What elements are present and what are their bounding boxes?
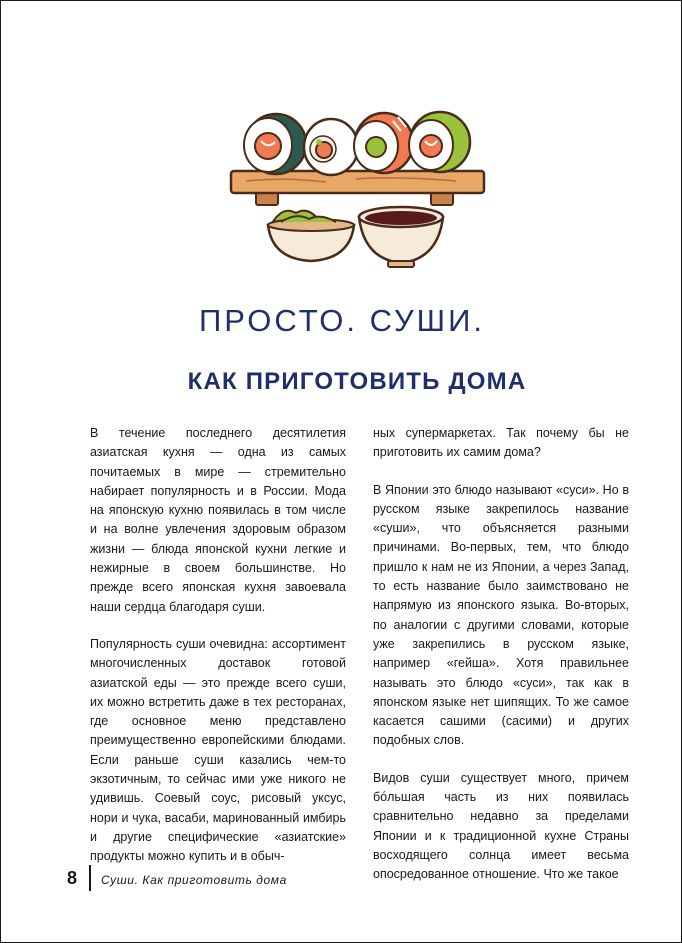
text-column-right	[373, 424, 629, 903]
paragraph: Видов суши существует много, причем бо́льшая часть из них появилась сравнительно недавно за пределами Японии и к традиционной кухне Страны восходящего солнца имеет весьма опосредованное отношение. Что же такое	[373, 770, 629, 882]
page-subtitle: КАК ПРИГОТОВИТЬ ДОМА	[187, 368, 527, 395]
paragraph: ных супермаркетах. Так почему бы не приготовить их самим дома?	[373, 426, 629, 460]
paragraph: В Японии это блюдо называют «суси». Но в русском языке закрепилось название «суши», что объясняется разными причинами. Во-первых, тем, что блюдо пришло к нам не из Японии, а через Запад, то есть название было заимствовано не напрямую из японского языка. Во-вторых, по аналогии с другими словами, которые уже закрепились в русском языке, например «гейша». Хотя правильнее называть это блюдо «суси», так как в японском языке нет шипящих. То же самое касается сашими (сасими) и других подобных слов.	[373, 482, 629, 748]
text-column-left	[90, 424, 346, 885]
paragraph: В течение последнего десятилетия азиатская кухня — одна из самых почитаемых в мире — стремительно набирает популярность и в России. Мода на японскую кухню появилась в том числе и на волне увлечения здоровым образом жизни — блюда японской кухни легкие и нежирные в своем большинстве. Но прежде всего японская кухня завоевала наши сердца благодаря суши.	[90, 426, 346, 614]
sushi-roll-avocado	[409, 112, 470, 172]
sushi-roll-rice	[304, 119, 358, 175]
footer-divider	[89, 865, 91, 891]
paragraph: Популярность суши очевидна: ассортимент многочисленных доставок готовой азиатской еды — это прежде всего суши, их можно встретить даже в тех ресторанах, где основное меню представлено преимущественно европейскими блюдами. Если раньше суши казались чем-то экзотичным, то сейчас ими уже никого не удивишь. Соевый соус, рисовый уксус, нори и чука, васаби, маринованный имбирь и другие специфические «азиатские» продукты можно купить и в обыч-	[90, 636, 346, 864]
page-title: ПРОСТО. СУШИ.	[199, 303, 485, 338]
page-number: 8	[67, 868, 78, 888]
wasabi-bowl	[268, 211, 354, 261]
sushi-roll-nori	[244, 114, 306, 174]
running-title: Суши. Как приготовить дома	[101, 873, 287, 887]
sushi-roll-salmon	[354, 113, 413, 173]
soy-sauce-bowl	[359, 207, 443, 267]
sushi-illustration-icon	[226, 109, 491, 274]
